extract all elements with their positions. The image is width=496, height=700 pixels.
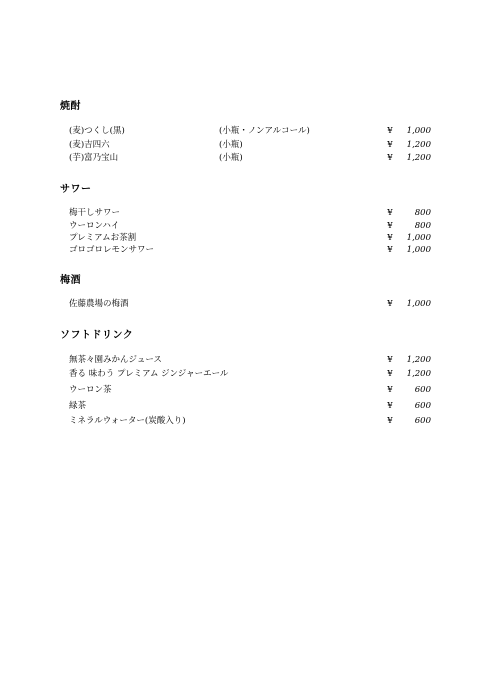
menu-item: [0, 400, 496, 412]
menu-item: [0, 368, 496, 380]
yen-symbol: ¥: [387, 140, 393, 150]
item-name: 梅干しサワー: [69, 208, 121, 218]
item-price: 1,200: [406, 355, 431, 365]
item-price: 800: [414, 221, 431, 231]
menu-item: [0, 298, 496, 310]
item-price: 600: [414, 416, 431, 426]
yen-symbol: ¥: [387, 233, 393, 243]
section-heading-soft-drink: ソフトドリンク: [60, 330, 134, 341]
yen-symbol: ¥: [387, 385, 393, 395]
yen-symbol: ¥: [387, 221, 393, 231]
item-name: (芋)富乃宝山: [69, 153, 119, 163]
section-heading-umeshu: 梅酒: [60, 275, 81, 286]
item-name: 佐藤農場の梅酒: [69, 299, 129, 309]
menu-item: [0, 232, 496, 244]
item-name: 無茶々園みかんジュース: [69, 355, 162, 365]
menu-item: [0, 244, 496, 256]
item-name: (麦)吉四六: [69, 140, 110, 150]
item-price: 600: [414, 401, 431, 411]
item-name: (麦)つくし(黒): [69, 126, 125, 136]
menu-item: [0, 139, 496, 151]
yen-symbol: ¥: [387, 355, 393, 365]
item-name: 緑茶: [69, 401, 87, 411]
menu-item: [0, 220, 496, 232]
item-price: 1,200: [406, 140, 431, 150]
item-note: (小瓶): [219, 153, 243, 163]
yen-symbol: ¥: [387, 369, 393, 379]
item-name: ミネラルウォーター(炭酸入り): [69, 416, 186, 426]
menu-item: [0, 152, 496, 164]
yen-symbol: ¥: [387, 126, 393, 136]
yen-symbol: ¥: [387, 401, 393, 411]
item-price: 800: [414, 208, 431, 218]
item-price: 600: [414, 385, 431, 395]
yen-symbol: ¥: [387, 153, 393, 163]
menu-item: [0, 415, 496, 427]
item-note: (小瓶): [219, 140, 243, 150]
yen-symbol: ¥: [387, 416, 393, 426]
item-price: 1,000: [406, 233, 431, 243]
item-price: 1,200: [406, 369, 431, 379]
item-price: 1,000: [406, 126, 431, 136]
item-name: ウーロンハイ: [69, 221, 120, 231]
yen-symbol: ¥: [387, 245, 393, 255]
menu-item: [0, 125, 496, 137]
yen-symbol: ¥: [387, 208, 393, 218]
item-note: (小瓶・ノンアルコール): [219, 126, 310, 136]
menu-item: [0, 384, 496, 396]
item-price: 1,000: [406, 245, 431, 255]
section-heading-sour: サワー: [60, 184, 92, 195]
yen-symbol: ¥: [387, 299, 393, 309]
item-name: 香る 味わう プレミアム ジンジャーエール: [69, 369, 229, 379]
item-name: プレミアムお茶割: [69, 233, 137, 243]
menu-item: [0, 207, 496, 219]
item-name: ウーロン茶: [69, 385, 112, 395]
item-name: ゴロゴロレモンサワー: [69, 245, 155, 255]
item-price: 1,200: [406, 153, 431, 163]
section-heading-shochu: 焼酎: [60, 101, 81, 112]
menu-item: [0, 354, 496, 366]
item-price: 1,000: [406, 299, 431, 309]
